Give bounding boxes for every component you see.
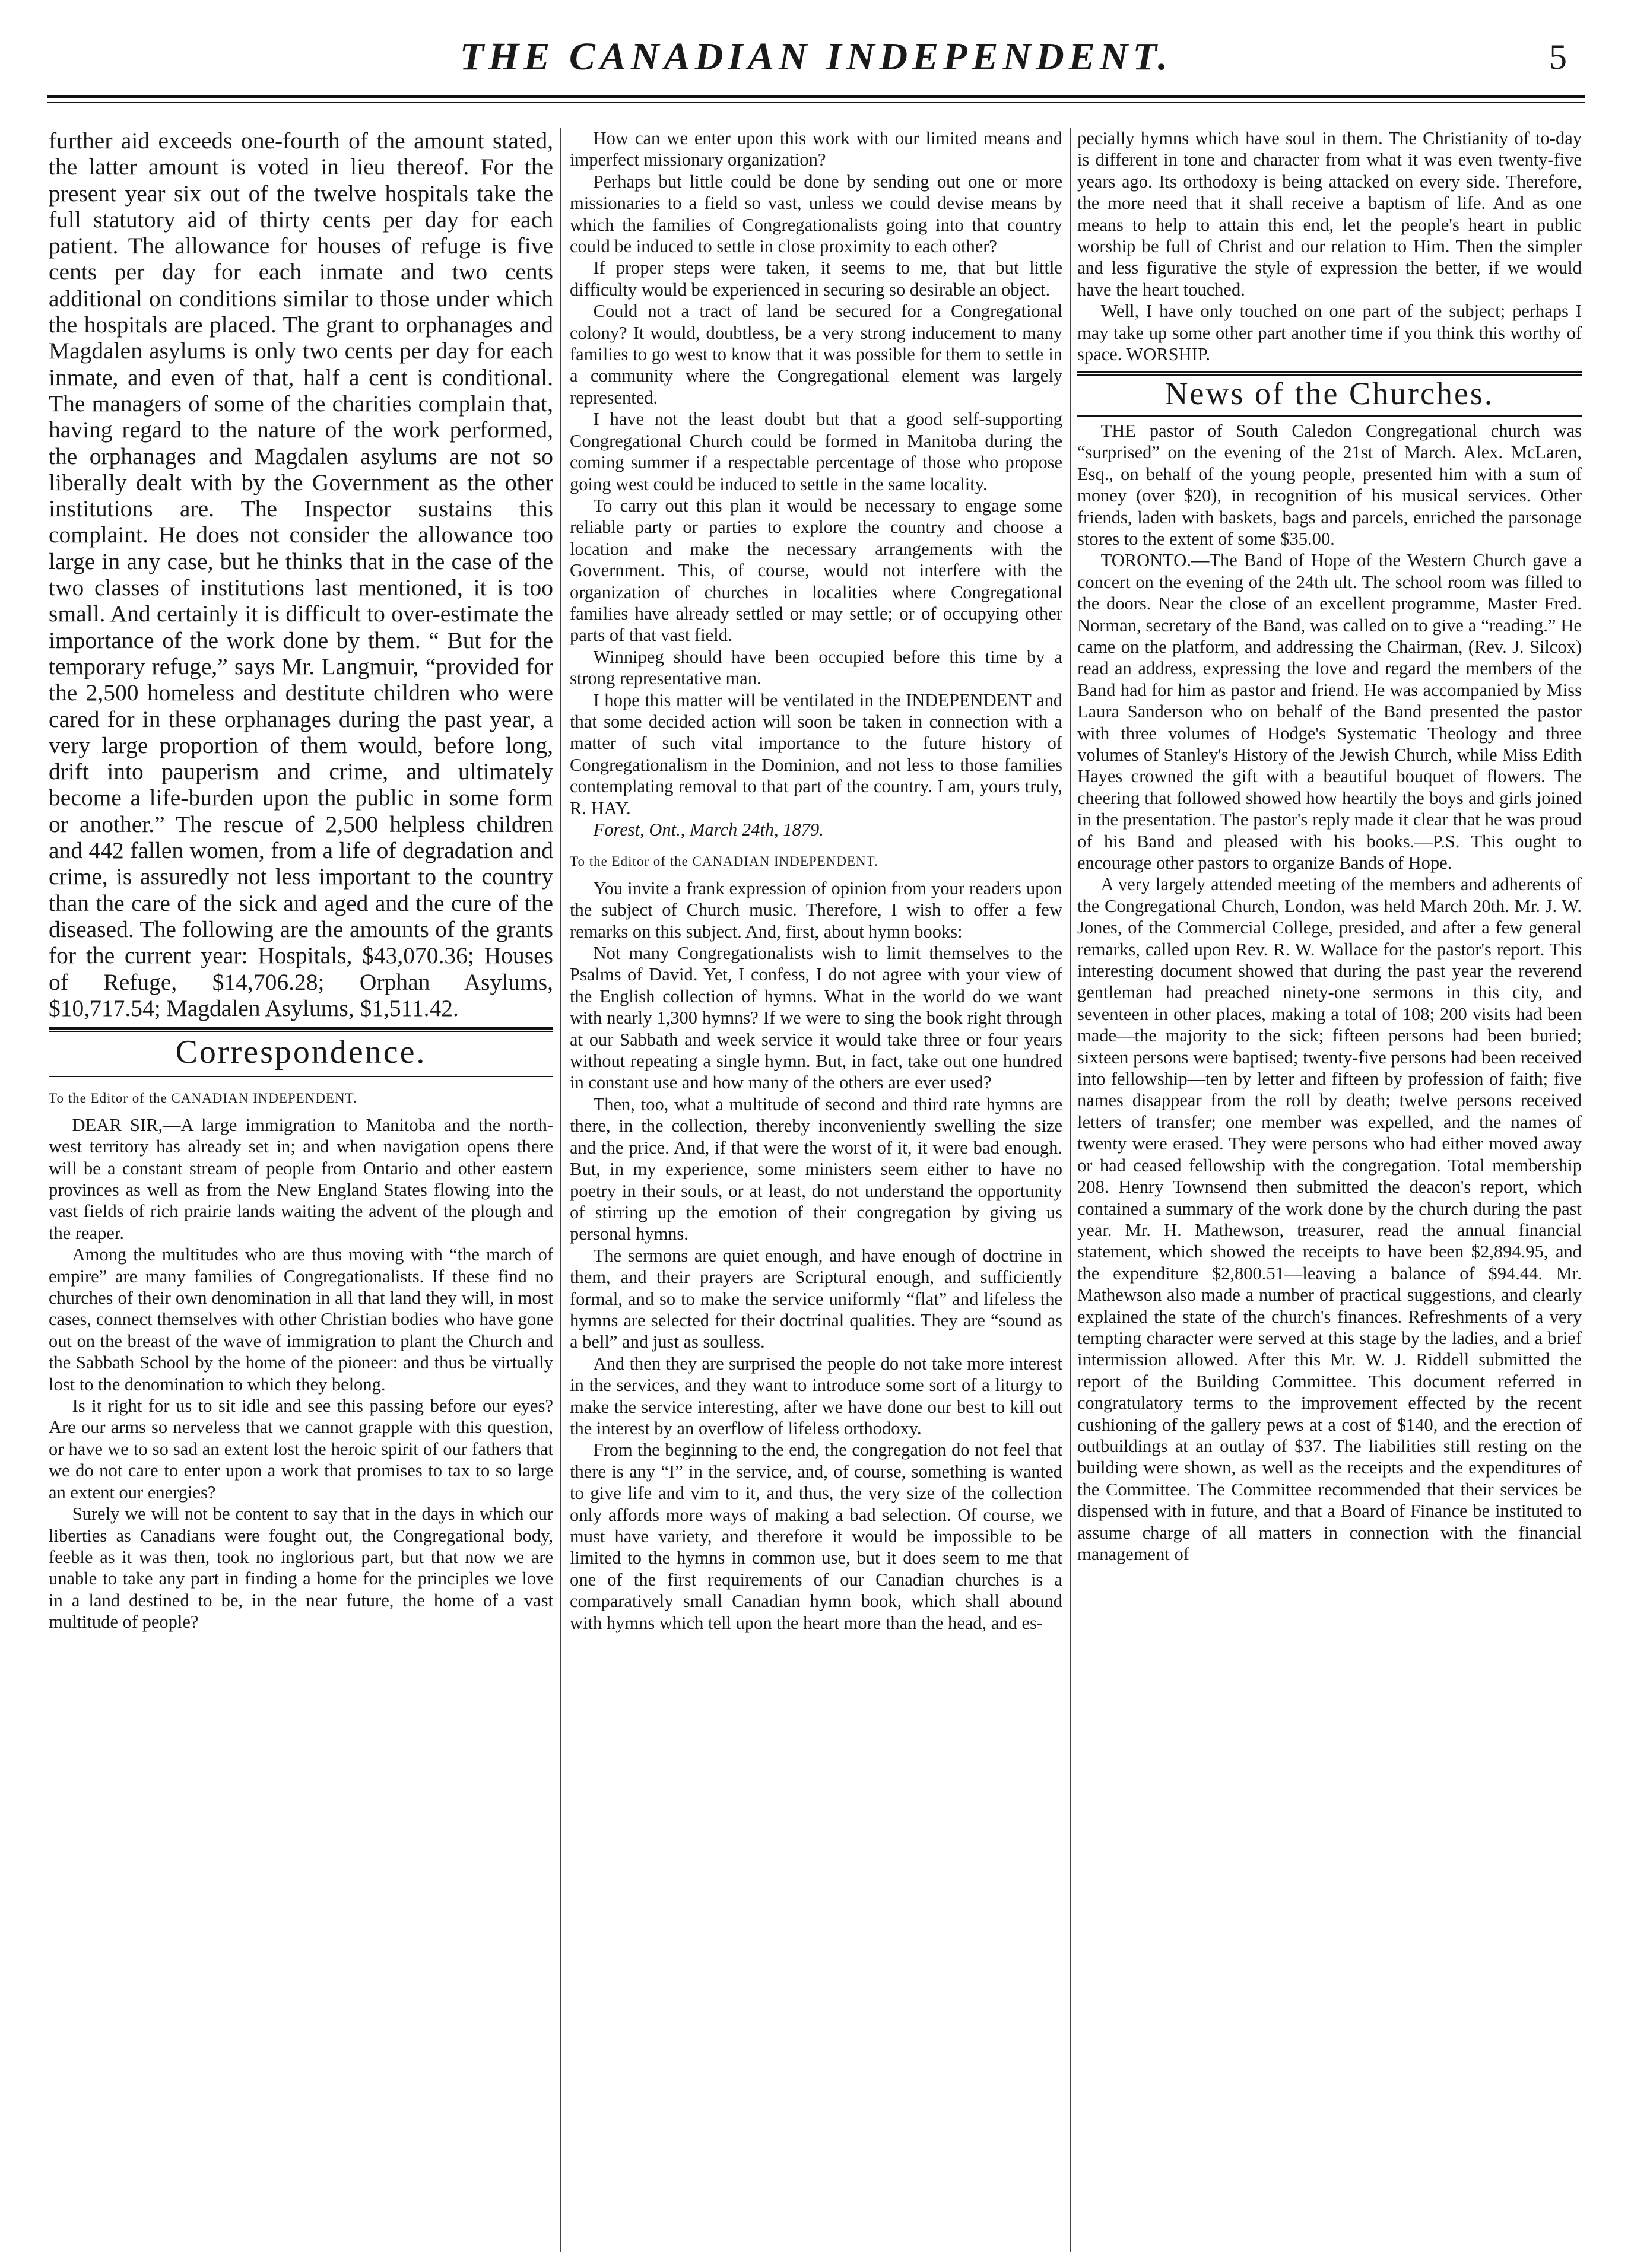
letter-paragraph: The sermons are quiet enough, and have enough of doctrine in them, and their prayers are Scriptural enough, and sufficiently formal, and so to make the service uniformly “flat” and lifeless the hymns are selected for their doctrinal qualities. They are “sound as a bell” and just as soulless. (570, 1245, 1062, 1352)
letter-paragraph: If proper steps were taken, it seems to me, that but little difficulty would be experienced in securing so desirable an object. (570, 258, 1062, 300)
section-rule-thin (1077, 415, 1582, 417)
masthead (47, 24, 1585, 113)
letter-paragraph: I have not the least doubt but that a good self-supporting Congregational Church could be formed in Manitoba during the coming summer if a respectable percentage of those who propose going west could be induced to settle in the same locality. (570, 409, 1062, 494)
letter-paragraph: Well, I have only touched on one part of the subject; perhaps I may take up some other part another time if you think this worthy of space. WORSHIP. (1077, 301, 1582, 365)
letter-paragraph: Among the multitudes who are thus moving with “the march of empire” are many families of Congregationalists. If these find no churches of their own denomination in all that land they will, in most cases, connect themselves with other Christian bodies who have gone out on the breast of the wave of immigration to plant the Church and the Sabbath School by the home of the pioneer: and thus be virtually lost to the denomination to which they belong. (49, 1244, 553, 1395)
column-2 (570, 128, 1062, 2252)
letter-paragraph: I hope this matter will be ventilated in the INDEPENDENT and that some decided action will soon be taken in connection with a matter of such vital importance to the future history of Congregationalism in the Dominion, and not less to those families contemplating removal to that part of the country. I am, yours truly, R. HAY. (570, 690, 1062, 818)
letter-paragraph: pecially hymns which have soul in them. The Christianity of to-day is different in tone and character from what it was even twenty-five years ago. Its orthodoxy is being attacked on every side. Therefore, the more need that it shall receive a baptism of life. And as one means to help to attain this end, let the people's heart in public worship be full of Christ and our relation to Him. Then the simpler and less figurative the style of expression the better, if we would have the heart touched. (1077, 128, 1582, 300)
section-rule (1077, 371, 1582, 373)
letter-paragraph: From the beginning to the end, the congregation do not feel that there is any “I” in the service, and, of course, something is wanted to give life and vim to it, and thus, the very size of the collection only affords more ways of making a bad selection. Of course, we must have variety, and therefore it would be impossible to be limited to the hymns in common use, but it does seem to me that one of the first requirements of our Canadian churches is a comparatively small Canadian hymn book, which shall abound with hymns which tell upon the heart more than the head, and es- (570, 1440, 1062, 1633)
section-rule-thin (49, 1031, 553, 1032)
section-rule-thin (49, 1076, 553, 1077)
masthead-rule-thin (47, 102, 1585, 103)
letter-paragraph: To carry out this plan it would be necessary to engage some reliable party or parties to explore the country and choose a location and make the necessary arrangements with the Government. This, of course, would not interfere with the organization of churches in localities where Congregational families have already settled or may settle; or of occupying other parts of that vast field. (570, 495, 1062, 646)
letter-addressee: To the Editor of the CANADIAN INDEPENDENT. (570, 854, 878, 869)
correspondence-heading: Correspondence. (175, 1034, 427, 1071)
news-paragraph: THE pastor of South Caledon Congregational church was “surprised” on the evening of the 21st of March. Alex. McLaren, Esq., on behalf of the young people, presented him with a sum of money (over $20), in recognition of his musical services. Other friends, laden with baskets, bags and parcels, enriched the parsonage stores to the extent of some $35.00. (1077, 420, 1582, 549)
letter-paragraph: Could not a tract of land be secured for a Congregational colony? It would, doubtless, be a very strong inducement to many families to go west to know that it was possible for them to settle in a community where the Congregational element was largely represented. (570, 301, 1062, 408)
letter-paragraph: You invite a frank expression of opinion from your readers upon the subject of Church music. Therefore, I wish to offer a few remarks on this subject. And, first, about hymn books: (570, 878, 1062, 942)
news-heading: News of the Churches. (1164, 376, 1494, 412)
news-paragraph: TORONTO.—The Band of Hope of the Western Church gave a concert on the evening of the 24th ult. The school room was filled to the doors. Near the close of an excellent programme, Master Fred. Norman, secretary of the Band, was called on to give a “reading.” He came on the platform, and addressing the Chairman, (Rev. J. Silcox) read an address, expressing the love and regard the members of the Band had for him as pastor and friend. He was accompanied by Miss Laura Sanderson who on behalf of the Band presented the pastor with three volumes of Hodge's Systematic Theology and three volumes of Stanley's History of the Jewish Church, while Miss Edith Hayes crowned the gift with a beautiful bouquet of flowers. The cheering that followed showed how heartily the boys and girls joined in the presentation. The pastor's reply made it clear that he was proud of his Band and pleased with his books.—P.S. This ought to encourage other pastors to organize Bands of Hope. (1077, 550, 1582, 873)
letter-paragraph: Winnipeg should have been occupied before this time by a strong representative man. (570, 646, 1062, 689)
masthead-rule (47, 95, 1585, 98)
letter-paragraph: Is it right for us to sit idle and see this passing before our eyes? Are our arms so nerveless that we cannot grapple with this question, or have we to so sad an extent lost the heroic spirit of our fathers that we do not care to enter upon a work that promises to tax to so large an extent our energies? (49, 1396, 553, 1503)
letter-paragraph: DEAR SIR,—A large immigration to Manitoba and the north-west territory has already set in; and when navigation opens there will be a constant stream of people from Ontario and other eastern provinces as well as from the New England States flowing into the vast fields of rich prairie lands waiting the advent of the plough and the reaper. (49, 1114, 553, 1243)
letter-addressee: To the Editor of the CANADIAN INDEPENDENT. (49, 1091, 357, 1106)
article-continuation: further aid exceeds one-fourth of the amount stated, the latter amount is voted in lieu thereof. For the present year six out of the twelve hospitals take the full statutory aid of thirty cents per day for each patient. The allowance for houses of refuge is five cents per day for each inmate and two cents additional on conditions similar to those under which the hospitals are placed. The grant to orphanages and Magdalen asylums is only two cents per day for each inmate, and even of that, half a cent is conditional. The managers of some of the charities complain that, having regard to the nature of the work performed, the orphanages and Magdalen asylums are not so liberally dealt with by the Government as the other institutions are. The Inspector sustains this complaint. He does not consider the allowance too large in any case, but he thinks that in the case of the two classes of institutions last mentioned, it is too small. And certainly it is difficult to over-estimate the importance of the work done by them. “ But for the temporary refuge,” says Mr. Langmuir, “provided for the 2,500 homeless and destitute children who were cared for in these orphanages during the past year, a very large proportion of them would, before long, drift into pauperism and crime, and ultimately become a life-burden upon the public in some form or another.” The rescue of 2,500 helpless children and 442 fallen women, from a life of degradation and crime, is assuredly not less important to the country than the care of the sick and aged and the cure of the diseased. The following are the amounts of the grants for the current year: Hospitals, $43,070.36; Houses of Refuge, $14,706.28; Orphan Asylums, $10,717.54; Magdalen Asylums, $1,511.42. (49, 128, 553, 1021)
correspondence-letter-1 (49, 1088, 553, 1632)
column-divider (560, 128, 561, 2252)
letter-paragraph: Not many Congregationalists wish to limit themselves to the Psalms of David. Yet, I confess, I do not agree with your view of the English collection of hymns. What in the world do we want with nearly 1,300 hymns? If we were to sing the book right through at our Sabbath and week service it would take three or four years without repeating a single hymn. But, in fact, take out one hundred in constant use and how many of the others are ever used? (570, 943, 1062, 1093)
section-rule (49, 1027, 553, 1030)
letter-place-date: Forest, Ont., March 24th, 1879. (593, 819, 824, 840)
letter-paragraph: And then they are surprised the people do not take more interest in the services, and they want to introduce some sort of a liturgy to make the service interesting, after we have done our best to kill out the interest by an overflow of lifeless orthodoxy. (570, 1353, 1062, 1438)
page-number: 5 (1549, 37, 1567, 77)
column-3 (1077, 128, 1582, 2252)
letter-paragraph: Surely we will not be content to say that in the days in which our liberties as Canadians were fought out, the Congregational body, feeble as it was then, took no inglorious part, but that now we are unable to take any part in finding a home for the principles we love in a land destined to be, in the near future, the home of a vast multitude of people? (49, 1504, 553, 1632)
publication-title: THE CANADIAN INDEPENDENT. (459, 35, 1173, 78)
news-paragraph: A very largely attended meeting of the members and adherents of the Congregational Church, London, was held March 20th. Mr. J. W. Jones, of the Commercial College, presided, and after a few general remarks, called upon Rev. R. W. Wallace for the pastor's report. This interesting document showed that during the past year the reverend gentleman had preached ninety-one sermons in this city, and seventeen in other places, making a total of 108; 200 visits had been made—the majority to the sick; fifteen persons had been buried; sixteen persons were baptised; twenty-five persons had been received into fellowship—ten by letter and fifteen by profession of faith; five names disappear from the roll by death; twelve persons received letters of transfer; one member was expelled, and the names of twenty were erased. They were persons who had either moved away or had ceased fellowship with the congregation. Total membership 208. Henry Townsend then submitted the deacon's report, which contained a summary of the work done by the church during the past year. Mr. H. Mathewson, treasurer, read the annual financial statement, which showed the receipts to have been $2,894.95, and the expenditure $2,800.51—leaving a balance of $94.44. Mr. Mathewson also made a number of practical suggestions, and clearly explained the state of the church's finances. Refreshments of a very tempting character were served at this stage by the ladies, and a brief intermission allowed. After this Mr. W. J. Riddell submitted the report of the Building Committee. This document referred in congratulatory terms to the improvement effected by the recent cushioning of the gallery pews at a cost of $140, and the erection of outbuildings at an outlay of $37. The liabilities still resting on the building were shown, as well as the receipts and the expenditures of the Committee. The Committee recommended that their services be dispensed with in future, and that a Board of Finance be instituted to assume charge of all matters in connection with the financial management of (1077, 874, 1582, 1564)
letter-paragraph: Then, too, what a multitude of second and third rate hymns are there, in the collection, thereby inconveniently swelling the size and the price. And, if that were the worst of it, it were bad enough. But, in my experience, some ministers seem either to have no poetry in their souls, or at least, do not understand the opportunity of stirring up the emotion of their congregation by giving us personal hymns. (570, 1094, 1062, 1244)
letter-paragraph: Perhaps but little could be done by sending out one or more missionaries to a field so vast, unless we could devise means by which the families of Congregationalists going into that country could be induced to settle in close proximity to each other? (570, 171, 1062, 257)
letter-paragraph: How can we enter upon this work with our limited means and imperfect missionary organization? (570, 128, 1062, 170)
column-1 (49, 128, 553, 2252)
column-divider (1070, 128, 1071, 2252)
